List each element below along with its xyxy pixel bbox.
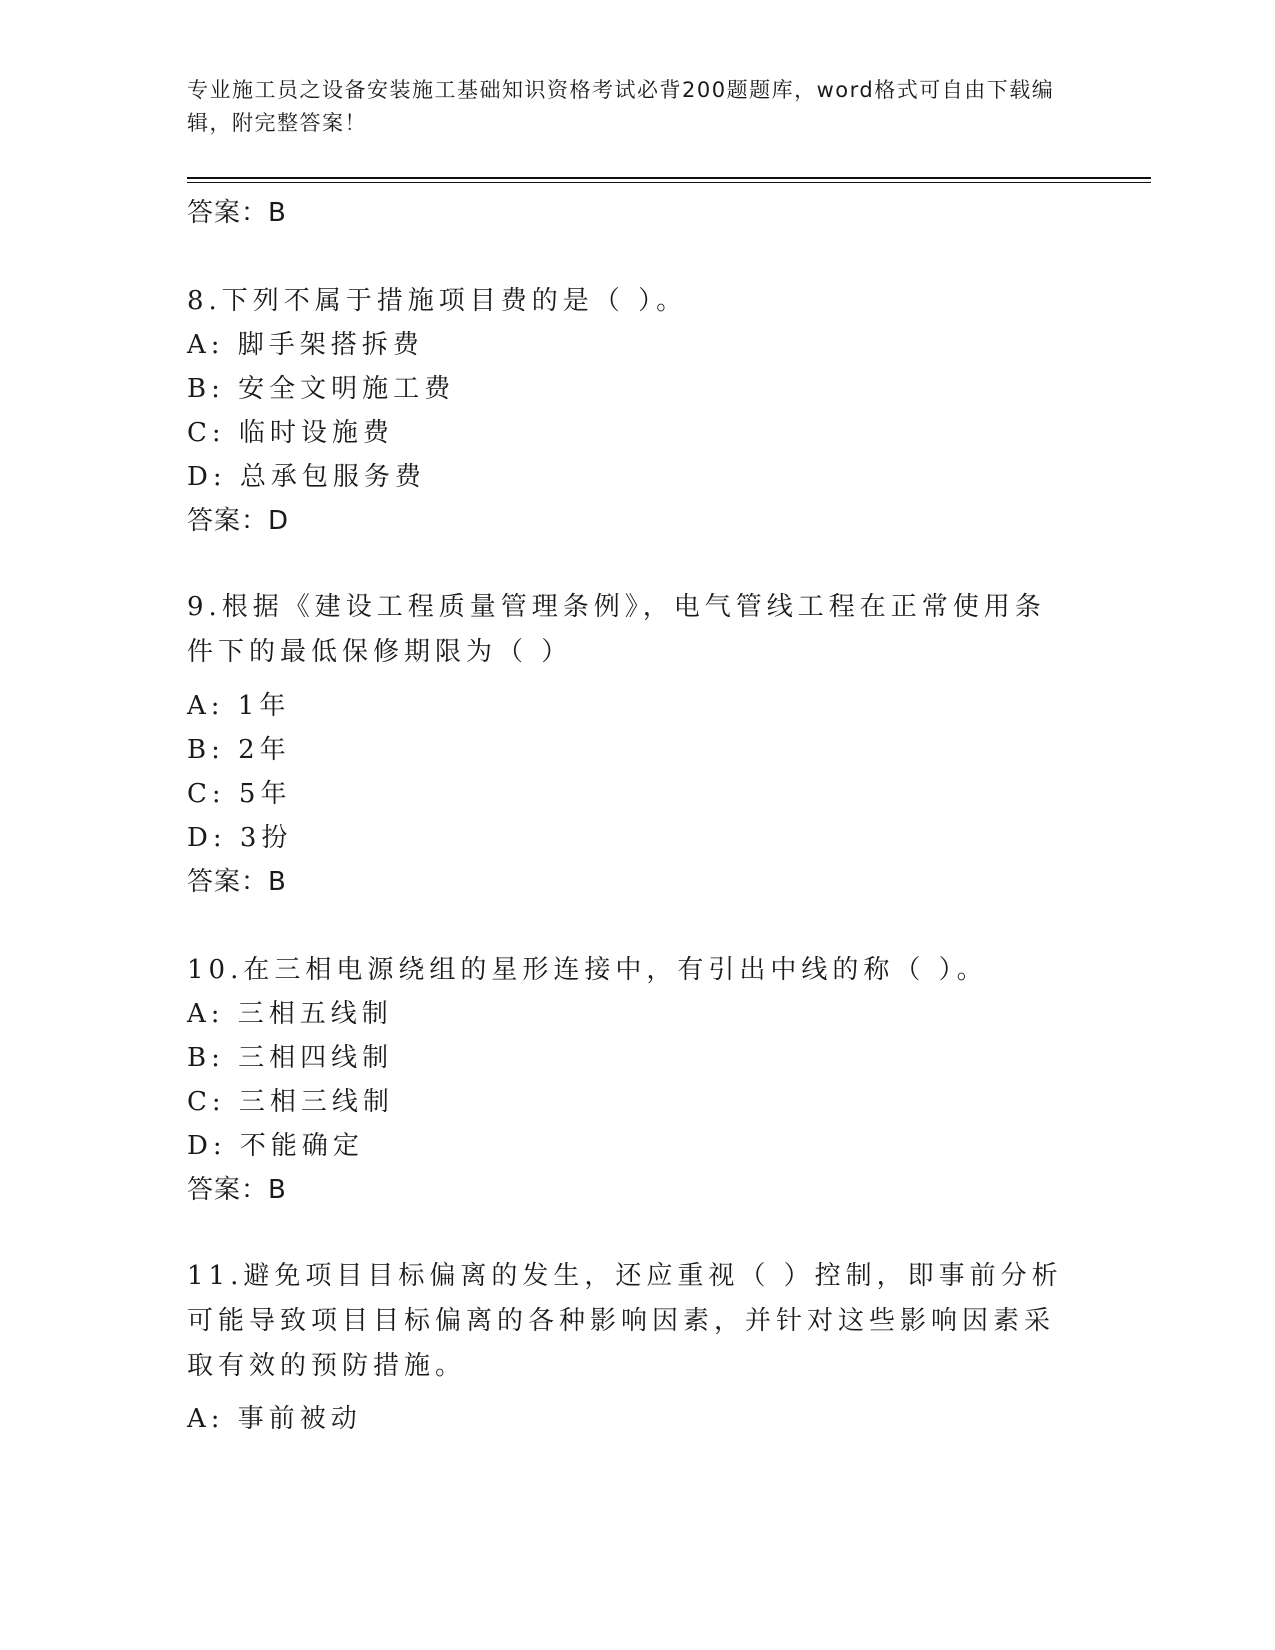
question-8-option-c: C: 临时设施费 (187, 418, 394, 448)
question-9-option-a: A: 1年 (187, 691, 291, 721)
question-10-answer: 答案：B (187, 1175, 287, 1205)
question-11-stem: 11.避免项目目标偏离的发生，还应重视（ ）控制，即事前分析可能导致项目目标偏离的各种影响因素，并针对这些影响因素采取有效的预防措施。 (187, 1261, 1063, 1381)
question-8-option-a: A: 脚手架搭拆费 (187, 330, 424, 360)
question-10-option-d: D: 不能确定 (187, 1131, 364, 1161)
question-10-option-a: A: 三相五线制 (187, 999, 393, 1029)
question-9-option-b: B: 2年 (187, 735, 291, 765)
question-9-option-d: D: 3扮 (187, 823, 293, 853)
question-9-option-c: C: 5年 (187, 779, 292, 809)
header-rule-thin (187, 182, 1151, 183)
question-8-option-d: D: 总承包服务费 (187, 462, 426, 492)
question-8-answer: 答案：D (187, 506, 290, 536)
question-8-option-b: B: 安全文明施工费 (187, 374, 456, 404)
question-11-option-a: A: 事前被动 (187, 1404, 362, 1434)
answer-previous: 答案：B (187, 198, 287, 228)
document-header: 专业施工员之设备安装施工基础知识资格考试必背200题题库，word格式可自由下载编辑，附完整答案！ (187, 78, 1055, 135)
question-9-answer: 答案：B (187, 867, 287, 897)
question-10-option-b: B: 三相四线制 (187, 1043, 394, 1073)
question-8-stem: 8.下列不属于措施项目费的是（ ）。 (187, 286, 688, 316)
question-10-option-c: C: 三相三线制 (187, 1087, 394, 1117)
header-rule-thick (187, 177, 1151, 179)
question-9-stem: 9.根据《建设工程质量管理条例》，电气管线工程在正常使用条件下的最低保修期限为（ ） (187, 592, 1046, 667)
question-10-stem: 10.在三相电源绕组的星形连接中，有引出中线的称（ ）。 (187, 955, 988, 985)
